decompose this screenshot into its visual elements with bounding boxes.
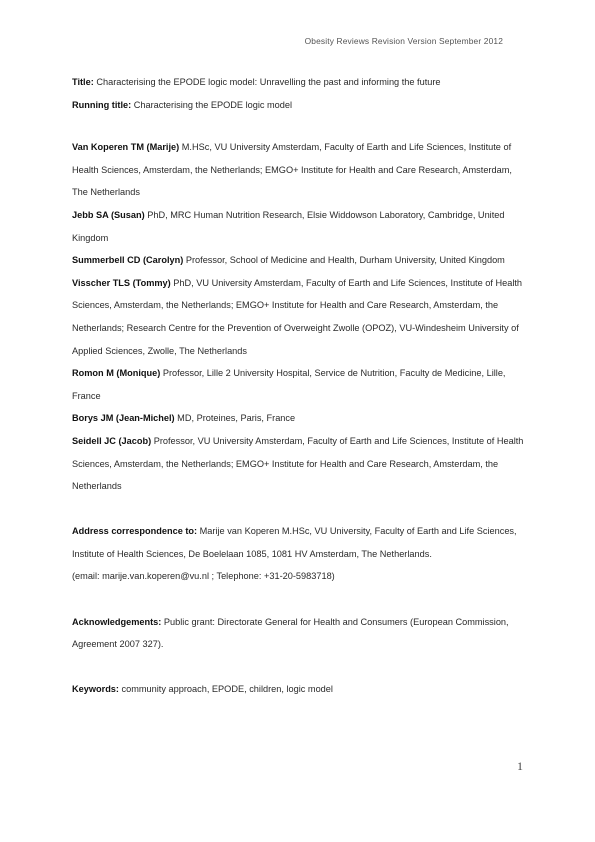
author-name: Visscher TLS (Tommy) bbox=[72, 277, 171, 288]
author-entry bbox=[72, 362, 524, 407]
correspondence-paragraph bbox=[72, 520, 524, 565]
title-page-body bbox=[72, 71, 524, 701]
correspondence-text: Marije van Koperen M.HSc, VU University, Faculty of Earth and Life Sciences, Institute of Health Sciences, De Boelelaan 1085, 1081 HV Amsterdam, The Netherlands. bbox=[72, 526, 517, 559]
acknowledgements-text: Public grant: Directorate General for Health and Consumers (European Commission, Agreement 2007 327). bbox=[72, 616, 509, 650]
page-number: 1 bbox=[517, 759, 523, 773]
author-affiliation: Professor, School of Medicine and Health, Durham University, United Kingdom bbox=[183, 255, 505, 266]
author-entry bbox=[72, 204, 524, 249]
spacer bbox=[72, 498, 524, 521]
keywords-text: community approach, EPODE, children, logic model bbox=[118, 684, 333, 695]
author-entry bbox=[72, 136, 524, 204]
title-line bbox=[72, 71, 524, 94]
author-affiliation: Professor, VU University Amsterdam, Faculty of Earth and Life Sciences, Institute of Health Sciences, Amsterdam, the Netherlands; EMGO+ Institute for Health and Care Research, Amsterdam, the Netherlands bbox=[72, 435, 524, 492]
author-name: Borys JM (Jean-Michel) bbox=[72, 413, 175, 424]
running-title-text: Characterising the EPODE logic model bbox=[131, 99, 293, 110]
author-affiliation: MD, Proteines, Paris, France bbox=[174, 413, 296, 424]
correspondence-label: Address correspondence to: bbox=[72, 526, 198, 537]
author-name: Romon M (Monique) bbox=[72, 368, 161, 379]
running-title-line bbox=[72, 94, 524, 117]
running-header: Obesity Reviews Revision Version September 2012 bbox=[304, 36, 503, 46]
author-affiliation: PhD, VU University Amsterdam, Faculty of Earth and Life Sciences, Institute of Health Sciences, Amsterdam, the Netherlands; EMGO+ Institute for Health and Care Research, Amsterdam, the Netherlands; Research Centre for the Prevention of Overweight Zwolle (OPOZ), VU-Windesheim University of Applied Sciences, Zwolle, The Netherlands bbox=[72, 277, 523, 356]
author-affiliation: Professor, Lille 2 University Hospital, Service de Nutrition, Faculty de Medicine, Lille, France bbox=[72, 368, 506, 401]
author-entry bbox=[72, 430, 524, 498]
author-name: Jebb SA (Susan) bbox=[72, 209, 145, 220]
author-entry bbox=[72, 272, 524, 362]
acknowledgements-label: Acknowledgements: bbox=[72, 616, 162, 627]
author-entry bbox=[72, 407, 524, 430]
author-entry bbox=[72, 249, 524, 272]
author-affiliation: M.HSc, VU University Amsterdam, Faculty of Earth and Life Sciences, Institute of Health Sciences, Amsterdam, the Netherlands; EMGO+ Institute for Health and Care Research, Amsterdam, The Netherlands bbox=[72, 142, 512, 198]
running-title-label: Running title: bbox=[72, 99, 132, 110]
spacer bbox=[72, 588, 524, 611]
keywords-label: Keywords: bbox=[72, 684, 119, 695]
author-name: Summerbell CD (Carolyn) bbox=[72, 255, 184, 266]
title-text: Characterising the EPODE logic model: Unravelling the past and informing the future bbox=[93, 77, 441, 87]
acknowledgements-paragraph bbox=[72, 611, 524, 656]
title-label: Title: bbox=[72, 77, 94, 87]
author-name: Van Koperen TM (Marije) bbox=[72, 142, 180, 153]
correspondence-contact: (email: marije.van.koperen@vu.nl ; Telephone: +31-20-5983718) bbox=[72, 571, 335, 582]
spacer bbox=[72, 116, 524, 136]
keywords-paragraph bbox=[72, 678, 524, 701]
author-affiliation: PhD, MRC Human Nutrition Research, Elsie Widdowson Laboratory, Cambridge, United Kingdom bbox=[72, 209, 505, 243]
author-name: Seidell JC (Jacob) bbox=[72, 435, 152, 446]
spacer bbox=[72, 656, 524, 679]
